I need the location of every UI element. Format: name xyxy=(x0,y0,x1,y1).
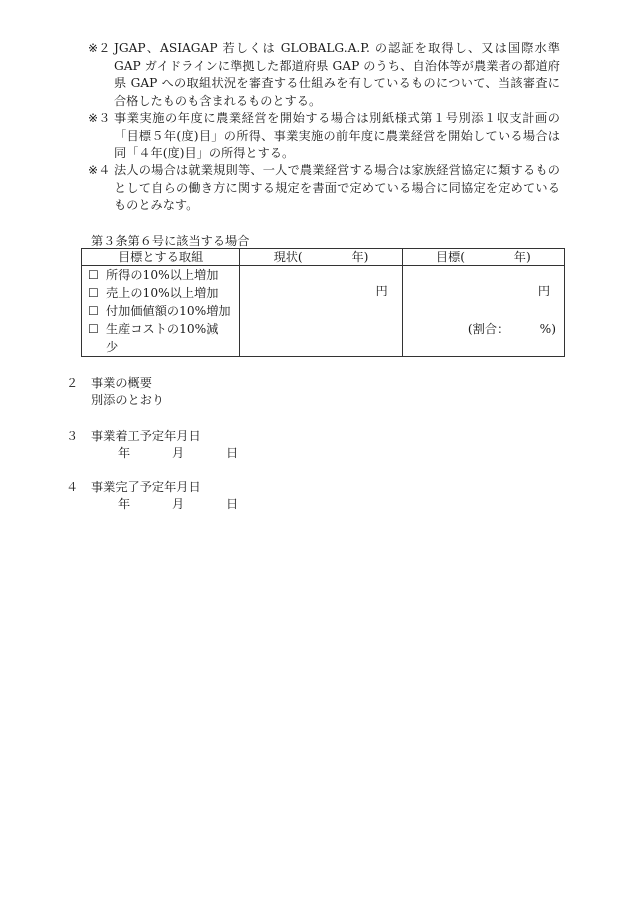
end-date-day[interactable]: 日 xyxy=(226,497,239,511)
initiative-label-cont: 少 xyxy=(106,340,119,354)
initiative-list xyxy=(82,266,240,357)
ratio-field: (割合： %) xyxy=(467,322,556,336)
section-3 xyxy=(66,427,201,445)
section-number: ３ xyxy=(66,429,79,443)
note-4 xyxy=(88,162,560,215)
initiative-label: 売上の10%以上増加 xyxy=(106,286,219,300)
header-initiative: 目標とする取組 xyxy=(82,249,240,266)
header-current: 現状( 年) xyxy=(240,249,402,266)
section-2 xyxy=(66,374,152,392)
end-date-month[interactable]: 月 xyxy=(172,497,185,511)
initiative-label: 付加価値額の10%増加 xyxy=(106,304,231,318)
section-number: ２ xyxy=(66,376,79,390)
start-date-day[interactable]: 日 xyxy=(226,446,239,460)
start-date-month[interactable]: 月 xyxy=(172,446,185,460)
target-value-cell[interactable] xyxy=(402,266,564,357)
current-unit: 円 xyxy=(375,284,388,298)
header-target: 目標( 年) xyxy=(402,249,564,266)
checkbox-icon[interactable]: ☐ xyxy=(88,286,99,300)
note-text: JGAP、ASIAGAP 若しくは GLOBALG.A.P. の認証を取得し、又は国際水準 GAP ガイドラインに準拠した都道府県 GAP のうち、自治体等が農業者の都道府県 GAP への取組状況を審査する仕組みを有しているものについて、当該審査に合格したものも含まれるものとする。 xyxy=(114,41,560,108)
checkbox-icon[interactable]: ☐ xyxy=(88,268,99,282)
section-4 xyxy=(66,478,201,496)
note-mark: ※４ xyxy=(88,163,111,177)
initiative-income[interactable] xyxy=(88,266,239,284)
note-text: 法人の場合は就業規則等、一人で農業経営する場合は家族経営協定に類するものとして自らの働き方に関する規定を書面で定めている場合に同協定を定めているものとみなす。 xyxy=(114,163,560,212)
checkbox-icon[interactable]: ☐ xyxy=(88,322,99,336)
initiative-sales[interactable] xyxy=(88,284,239,302)
initiative-label: 所得の10%以上増加 xyxy=(106,268,219,282)
initiative-label: 生産コストの10%減 xyxy=(106,322,219,336)
initiative-value-added[interactable] xyxy=(88,302,239,320)
note-mark: ※２ xyxy=(88,41,111,55)
start-date-year[interactable]: 年 xyxy=(118,446,131,460)
note-text: 事業実施の年度に農業経営を開始する場合は別紙様式第１号別添１収支計画の「目標５年(度)目」の所得、事業実施の前年度に農業経営を開始している場合は同「４年(度)目」の所得とする。 xyxy=(114,111,560,160)
table-caption: 第３条第６号に該当する場合 xyxy=(91,234,250,248)
current-value-cell[interactable] xyxy=(240,266,402,357)
note-2 xyxy=(88,40,560,110)
section-title: 事業の概要 xyxy=(91,376,152,390)
section-title: 事業着工予定年月日 xyxy=(91,429,201,443)
section-number: ４ xyxy=(66,480,79,494)
target-unit: 円 xyxy=(537,284,550,298)
initiative-cost[interactable] xyxy=(88,320,239,338)
section-2-body: 別添のとおり xyxy=(91,393,165,407)
note-3 xyxy=(88,110,560,163)
note-mark: ※３ xyxy=(88,111,111,125)
end-date-year[interactable]: 年 xyxy=(118,497,131,511)
initiative-cost-cont xyxy=(88,338,239,356)
goal-table xyxy=(81,248,565,357)
section-title: 事業完了予定年月日 xyxy=(91,480,201,494)
checkbox-icon[interactable]: ☐ xyxy=(88,304,99,318)
